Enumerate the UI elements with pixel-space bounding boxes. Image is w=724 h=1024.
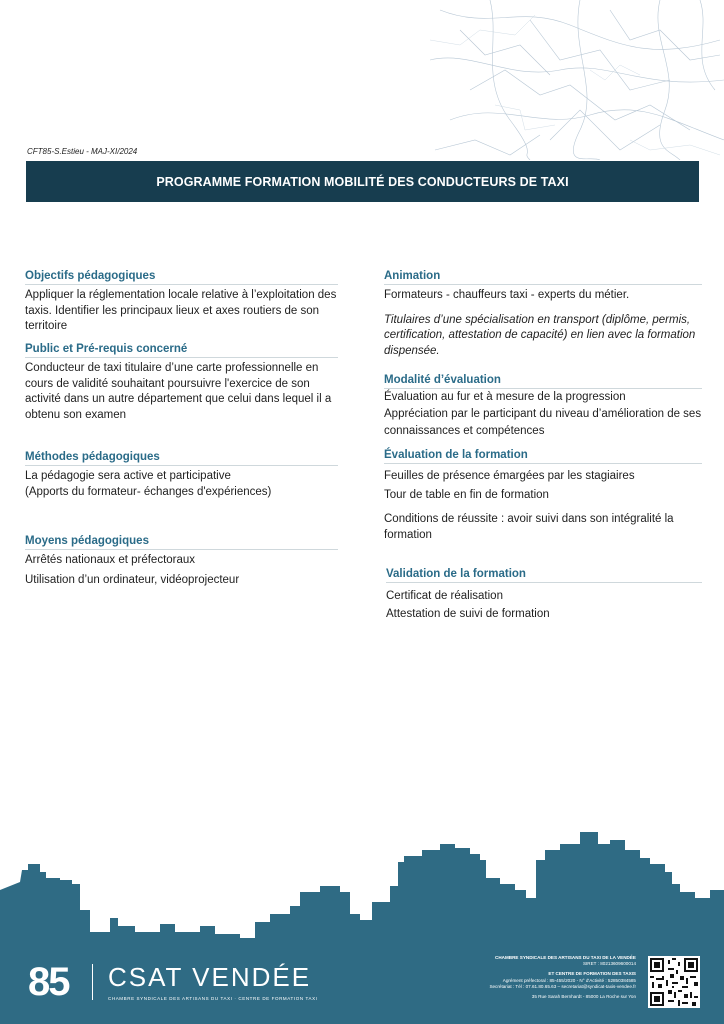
section-methodes	[25, 451, 338, 500]
section-evaluation	[384, 449, 702, 543]
section-text: Formateurs - chauffeurs taxi - experts du métier.	[384, 289, 630, 301]
section-text: Évaluation au fur et à mesure de la progression	[384, 391, 626, 403]
page-title: PROGRAMME FORMATION MOBILITÉ DES CONDUCTEURS DE TAXI	[26, 161, 699, 202]
contact-line: Secrétariat : Tél : 07.61.80.65.63 – secretariat@syndicat-taxis-vendee.fr	[489, 983, 636, 989]
road-map-decoration	[430, 0, 724, 160]
qr-code[interactable]	[648, 956, 700, 1008]
section-text: Appréciation par le participant du niveau d’amélioration de ses connaissances et compétences	[384, 407, 702, 437]
section-text: Appliquer la réglementation locale relative à l’exploitation des taxis. Identifier les principaux lieux et axes routiers de son territoire	[25, 289, 337, 332]
section-heading: Évaluation de la formation	[384, 449, 702, 464]
logo-number: 85	[28, 960, 69, 1004]
section-heading: Modalité d’évaluation	[384, 374, 702, 389]
section-text: Conducteur de taxi titulaire d’une carte professionnelle en cours de validité souhaitant poursuivre l'exercice de son activité dans un autre département que celui dans lequel il a obtenu son examen	[25, 362, 332, 421]
section-moyens	[25, 535, 338, 588]
section-heading: Animation	[384, 270, 702, 285]
section-text: Utilisation d’un ordinateur, vidéoprojecteur	[25, 573, 240, 586]
document-reference: CFT85-S.Estieu - MAJ-XI/2024	[27, 147, 138, 156]
section-public	[25, 343, 338, 423]
section-animation	[384, 270, 702, 359]
section-heading: Objectifs pédagogiques	[25, 270, 338, 285]
section-heading: Public et Pré-requis concerné	[25, 343, 338, 358]
section-heading: Méthodes pédagogiques	[25, 451, 338, 466]
section-text: Feuilles de présence émargées par les stagiaires	[384, 470, 635, 482]
right-column	[384, 270, 702, 630]
section-heading: Validation de la formation	[386, 568, 702, 583]
section-text: La pédagogie sera active et participative	[25, 470, 231, 482]
section-text: Arrêtés nationaux et préfectoraux	[25, 554, 196, 566]
logo-tagline: CHAMBRE SYNDICALE DES ARTISANS DU TAXI · CENTRE DE FORMATION TAXI	[108, 996, 318, 1001]
contact-line: SIRET : 80213609600014	[582, 961, 636, 967]
section-text: Tour de table en fin de formation	[384, 488, 549, 501]
contact-line: 35 Rue Sarah Bernhardt - 85000 La Roche sur Yon	[531, 994, 636, 1000]
section-validation	[386, 568, 702, 622]
logo-name: CSAT VENDÉE	[108, 962, 312, 992]
left-column	[25, 270, 338, 590]
contact-line: ET CENTRE DE FORMATION DES TAXIS	[548, 971, 636, 977]
section-text: Certificat de réalisation	[386, 590, 503, 602]
section-text-italic: Titulaires d’une spécialisation en transport (diplôme, permis, certification, attestation de capacité) en lien avec la formation dispensée.	[384, 313, 696, 357]
footer-contact	[436, 955, 636, 1000]
csat-vendee-logo	[28, 960, 318, 1010]
section-modalite	[384, 374, 702, 440]
contact-line: Agrément préfectoral : 85-455/2020 - N° d'Activité : 52850384585	[502, 977, 636, 983]
section-heading: Moyens pédagogiques	[25, 535, 338, 550]
section-objectifs	[25, 270, 338, 335]
section-text: Conditions de réussite : avoir suivi dans son intégralité la formation	[384, 513, 674, 541]
section-text: (Apports du formateur- échanges d'expériences)	[25, 485, 272, 498]
section-text: Attestation de suivi de formation	[386, 607, 550, 620]
logo-divider	[92, 964, 93, 1000]
contact-line: CHAMBRE SYNDICALE DES ARTISANS DU TAXI DE LA VENDÉE	[495, 955, 636, 960]
